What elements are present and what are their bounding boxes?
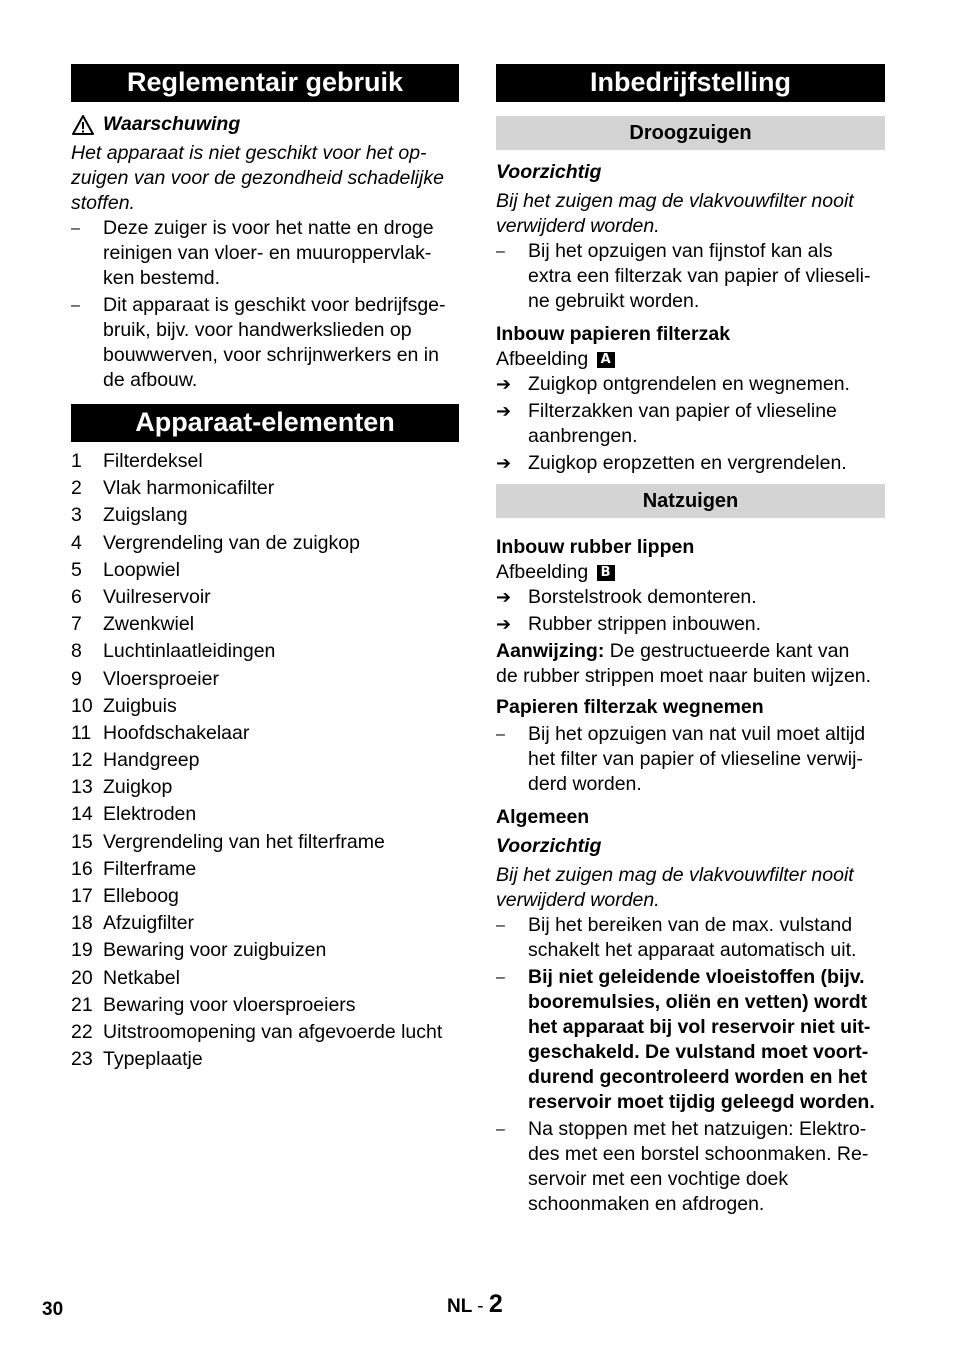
list-item <box>71 856 459 883</box>
section-title-inbedrijfstelling: Inbedrijfstelling <box>496 64 885 102</box>
warning-line: zuigen van voor de gezondheid schadelijke <box>71 167 444 189</box>
step-item <box>496 451 885 476</box>
list-item <box>71 448 459 475</box>
step-line: Filterzakken van papier of vlieseline <box>528 400 837 422</box>
list-item <box>496 965 885 1115</box>
step-line: Zuigkop eropzetten en vergrendelen. <box>528 452 847 474</box>
subsection-droogzuigen: Droogzuigen <box>496 116 885 150</box>
item-number: 18 <box>71 912 93 935</box>
item-line: des met een borstel schoonmaken. Re- <box>528 1143 869 1165</box>
item-line: geschakeld. De vulstand moet voort- <box>528 1041 869 1063</box>
item-label: Filterframe <box>103 857 197 880</box>
item-line: Dit apparaat is geschikt voor bedrijfsge- <box>103 294 446 316</box>
item-number: 8 <box>71 640 82 663</box>
step-line: Zuigkop ontgrendelen en wegnemen. <box>528 373 850 395</box>
language-code: NL <box>447 1296 472 1317</box>
figure-badge-b: B <box>597 565 615 581</box>
figure-reference <box>496 347 885 372</box>
item-label: Luchtinlaatleidingen <box>103 640 276 663</box>
item-label: Filterdeksel <box>103 450 203 472</box>
item-number: 13 <box>71 776 93 799</box>
heading-inbouw-rubber-lippen: Inbouw rubber lippen <box>496 536 695 558</box>
heading-inbouw-papieren-filterzak: Inbouw papieren filterzak <box>496 323 731 345</box>
arrow-icon: ➔ <box>496 374 512 394</box>
item-line: derd worden. <box>528 773 642 795</box>
item-number: 17 <box>71 885 93 907</box>
list-item <box>71 1046 459 1073</box>
arrow-icon: ➔ <box>496 614 512 634</box>
dash-marker: – <box>71 297 80 314</box>
list-item <box>71 774 459 801</box>
list-item <box>71 293 459 393</box>
item-label: Typeplaatje <box>103 1048 203 1071</box>
step-item <box>496 585 885 610</box>
arrow-icon: ➔ <box>496 587 512 607</box>
item-line: servoir met een vochtige doek <box>528 1168 789 1190</box>
list-item <box>496 239 885 314</box>
list-item <box>71 638 459 665</box>
list-item <box>71 530 459 557</box>
heading-algemeen: Algemeen <box>496 806 590 828</box>
subsection-natzuigen: Natzuigen <box>496 484 885 518</box>
item-line: schoonmaken en afdrogen. <box>528 1193 765 1215</box>
separator: - <box>477 1296 484 1317</box>
list-item <box>71 502 459 529</box>
step-item <box>496 372 885 397</box>
list-item <box>71 693 459 720</box>
item-number: 11 <box>71 721 92 744</box>
item-line: bruik, bijv. voor handwerkslieden op <box>103 319 412 341</box>
item-number: 22 <box>71 1020 93 1043</box>
item-label: Vlak harmonicafilter <box>103 477 275 500</box>
item-number: 6 <box>71 585 82 608</box>
list-item <box>71 801 459 828</box>
sub-page-number: 2 <box>488 1290 503 1318</box>
item-label: Vergrendeling van de zuigkop <box>103 531 360 554</box>
dash-marker: – <box>496 969 505 986</box>
item-number: 5 <box>71 558 82 581</box>
item-number: 3 <box>71 504 82 527</box>
dash-marker: – <box>71 220 80 237</box>
item-number: 15 <box>71 830 93 853</box>
item-number: 10 <box>71 694 93 717</box>
item-line: extra een filterzak van papier of vlieseli- <box>528 265 871 287</box>
item-line: ne gebruikt worden. <box>528 290 700 312</box>
item-number: 2 <box>71 477 82 500</box>
caution-text <box>496 863 885 913</box>
heading-papieren-filterzak-wegnemen: Papieren filterzak wegnemen <box>496 696 764 718</box>
item-label: Vloersproeier <box>103 667 219 690</box>
component-list <box>71 448 459 1073</box>
item-label: Zuigbuis <box>103 694 177 717</box>
dash-marker: – <box>496 1121 505 1138</box>
item-label: Vergrendeling van het filterframe <box>103 830 385 853</box>
list-item <box>71 216 459 291</box>
item-line: Bij het opzuigen van nat vuil moet altijd <box>528 723 866 745</box>
warning-text <box>71 141 459 216</box>
section-title-apparaat-elementen: Apparaat-elementen <box>71 404 459 442</box>
dash-marker: – <box>496 917 505 934</box>
item-label: Elleboog <box>103 885 179 907</box>
right-column <box>496 64 885 1217</box>
list-item <box>71 611 459 638</box>
note-line: de rubber strippen moet naar buiten wijzen. <box>496 665 872 687</box>
item-label: Handgreep <box>103 749 200 772</box>
item-line: het apparaat bij vol reservoir niet uit- <box>528 1016 871 1038</box>
item-number: 21 <box>71 993 93 1016</box>
language-page-indicator <box>447 1292 503 1319</box>
step-item <box>496 399 885 449</box>
item-line: reservoir moet tijdig geleegd worden. <box>528 1091 875 1113</box>
item-label: Zwenkwiel <box>103 613 195 636</box>
item-line: schakelt het apparaat automatisch uit. <box>528 939 857 961</box>
item-number: 4 <box>71 531 82 554</box>
warning-label: Waarschuwing <box>103 113 241 135</box>
list-item <box>71 475 459 502</box>
item-number: 16 <box>71 857 93 880</box>
list-item <box>71 747 459 774</box>
section-title-reglementair: Reglementair gebruik <box>71 64 459 102</box>
figure-reference <box>496 560 885 585</box>
list-item <box>71 666 459 693</box>
step-line: Rubber strippen inbouwen. <box>528 613 762 635</box>
item-number: 23 <box>71 1048 93 1071</box>
item-label: Netkabel <box>103 966 180 989</box>
item-number: 14 <box>71 803 93 826</box>
list-item <box>71 829 459 856</box>
item-number: 1 <box>71 450 82 472</box>
item-line: ken bestemd. <box>103 267 221 289</box>
step-line: aanbrengen. <box>528 425 638 447</box>
caution-line: Bij het zuigen mag de vlakvouwfilter nooit <box>496 190 854 212</box>
item-label: Zuigkop <box>103 776 173 799</box>
step-line: Borstelstrook demonteren. <box>528 586 757 608</box>
warning-line: Het apparaat is niet geschikt voor het op- <box>71 142 427 164</box>
item-number: 19 <box>71 939 93 962</box>
item-label: Hoofdschakelaar <box>103 721 250 744</box>
left-column <box>71 64 459 1073</box>
list-item <box>71 584 459 611</box>
item-number: 9 <box>71 667 82 690</box>
list-item <box>71 910 459 937</box>
list-item <box>496 1117 885 1217</box>
arrow-icon: ➔ <box>496 401 512 421</box>
item-label: Elektroden <box>103 803 197 826</box>
caution-label: Voorzichtig <box>496 161 602 183</box>
item-label: Uitstroomopening van afgevoerde lucht <box>103 1020 443 1043</box>
warning-line: stoffen. <box>71 192 135 214</box>
list-item <box>496 913 885 963</box>
note-label: Aanwijzing: <box>496 640 605 662</box>
item-label: Afzuigfilter <box>103 912 195 935</box>
item-label: Zuigslang <box>103 504 188 527</box>
list-item <box>71 937 459 964</box>
item-line: Bij niet geleidende vloeistoffen (bijv. <box>528 966 865 988</box>
item-line: bouwwerven, voor schrijnwerkers en in <box>103 344 439 366</box>
item-number: 20 <box>71 966 93 989</box>
step-item <box>496 612 885 637</box>
figure-badge-a: A <box>597 352 615 368</box>
dash-marker: – <box>496 243 505 260</box>
item-line: de afbouw. <box>103 369 198 391</box>
list-item <box>71 992 459 1019</box>
note-line: De gestructueerde kant van <box>604 640 850 662</box>
item-line: Na stoppen met het natzuigen: Elektro- <box>528 1118 867 1140</box>
dash-marker: – <box>496 726 505 743</box>
list-item <box>71 557 459 584</box>
list-item <box>71 965 459 992</box>
caution-line: Bij het zuigen mag de vlakvouwfilter nooit <box>496 864 854 886</box>
item-line: durend gecontroleerd worden en het <box>528 1066 868 1088</box>
caution-line: verwijderd worden. <box>496 889 660 911</box>
caution-text <box>496 189 885 239</box>
item-label: Bewaring voor vloersproeiers <box>103 993 356 1016</box>
item-line: Bij het bereiken van de max. vulstand <box>528 914 853 936</box>
figure-label: Afbeelding <box>496 561 589 583</box>
item-line: booremulsies, oliën en vetten) wordt <box>528 991 868 1013</box>
item-label: Vuilreservoir <box>103 585 211 608</box>
item-number: 7 <box>71 613 82 636</box>
page-number: 30 <box>42 1299 64 1320</box>
list-item <box>496 722 885 797</box>
caution-line: verwijderd worden. <box>496 215 660 237</box>
item-line: Deze zuiger is voor het natte en droge <box>103 217 434 239</box>
item-line: reinigen van vloer- en muuroppervlak- <box>103 242 432 264</box>
item-line: Bij het opzuigen van fijnstof kan als <box>528 240 833 262</box>
warning-heading <box>71 112 459 137</box>
list-item <box>71 883 459 910</box>
item-line: het filter van papier of vlieseline verwij- <box>528 748 863 770</box>
arrow-icon: ➔ <box>496 453 512 473</box>
list-item <box>71 1019 459 1046</box>
figure-label: Afbeelding <box>496 348 589 370</box>
warning-triangle-icon <box>71 114 95 136</box>
note <box>496 639 885 689</box>
item-label: Bewaring voor zuigbuizen <box>103 939 327 962</box>
item-label: Loopwiel <box>103 558 180 581</box>
caution-label: Voorzichtig <box>496 835 602 857</box>
item-number: 12 <box>71 749 93 772</box>
list-item <box>71 720 459 747</box>
